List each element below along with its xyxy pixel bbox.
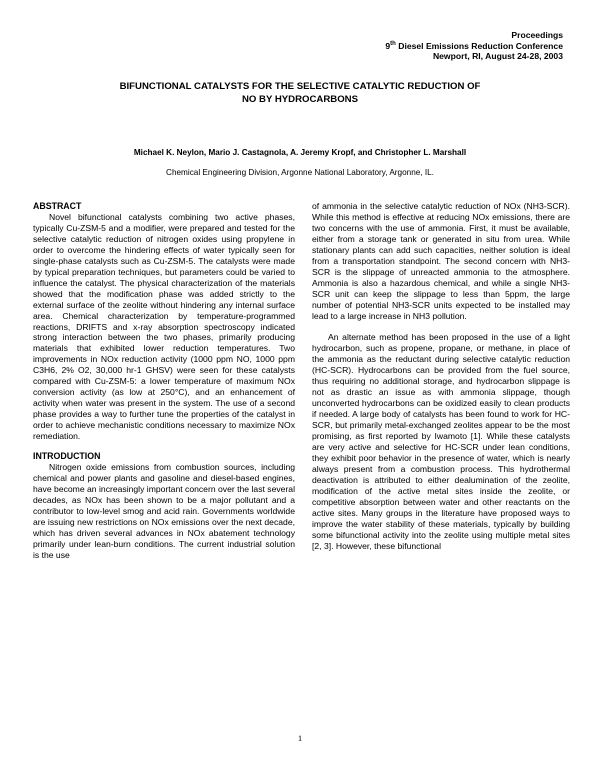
page-number: 1 xyxy=(297,733,303,743)
left-column xyxy=(33,201,295,561)
introduction-paragraph-1-continued: of ammonia in the selective catalytic reduction of NOx (NH3-SCR). While this method is effective at reducing NOx emissions, there are two concerns with the use of ammonia. First, it must be available, either from a storage tank or generated in situ from urea. While stationary plants can add such capacities, neither solution is ideal from a transportation standpoint. The second concern with NH3-SCR is the slippage of unreacted ammonia to the atmosphere. Ammonia is also a hazardous chemical, and while a single NH3-SCR unit can keep the slippage to less than 5ppm, the large number of potential NH3-SCR units expected to be installed may lead to a large increase in NH3 pollution. xyxy=(312,201,570,321)
conference-name: 9th Diesel Emissions Reduction Conference xyxy=(385,40,563,51)
proceedings-label: Proceedings xyxy=(511,30,563,40)
introduction-paragraph-1: Nitrogen oxide emissions from combustion sources, including chemical and power plants and gasoline and diesel-based engines, have become an increasingly important concern over the last several decades, as NOx has been shown to be a major pollutant and a contributor to low-level smog and acid rain. Governments worldwide are issuing new restrictions on NOx emissions over the next decade, which has driven several advances in NOx abatement technology primarily under lean-burn conditions. The current industrial solution is the use xyxy=(33,462,295,560)
right-column xyxy=(312,201,570,552)
authors: Michael K. Neylon, Mario J. Castagnola, A. Jeremy Kropf, and Christopher L. Marshall xyxy=(133,148,467,157)
conference-location-date: Newport, RI, August 24-28, 2003 xyxy=(432,51,563,62)
proceedings-header xyxy=(385,30,563,62)
affiliation: Chemical Engineering Division, Argonne National Laboratory, Argonne, IL. xyxy=(166,168,434,177)
introduction-paragraph-2: An alternate method has been proposed in the use of a light hydrocarbon, such as propene, propane, or methane, in place of the ammonia as the reductant during selective catalytic reduction (HC-SCR). Hydrocarbons can be provided from the fuel source, thus requiring no additional storage, and hydrocarbon slippage is not as drastic an issue as with ammonia slippage, though unconverted hydrocarbons can be oxidized easily to clean products if needed. A large body of catalysts has been found to work for HC-SCR, but primarily metal-exchanged zeolites appear to be the most promising, as first reported by Iwamoto [1]. While these catalysts are very active and selective for HC-SCR under lean conditions, they exhibit poor behavior in the presence of water, which is nearly always present from a combustion process. This hydrothermal deactivation is attributed to either dealumination of the zeolite, modification of the active metal sites inside the zeolite, or competitive absorption between water and other reactants on the active sites. Many groups in the literature have proposed ways to improve the water stability of these materials, typically by building some bifunctional activity into the zeolite using multiple metal sites [2, 3]. However, these bifunctional xyxy=(312,332,570,551)
paper-title: BIFUNCTIONAL CATALYSTS FOR THE SELECTIVE CATALYTIC REDUCTION OF NO BY HYDROCARBONS xyxy=(119,81,481,105)
abstract-heading: ABSTRACT xyxy=(33,201,82,211)
introduction-heading: INTRODUCTION xyxy=(33,451,101,462)
abstract-text: Novel bifunctional catalysts combining two active phases, typically Cu-ZSM-5 and a modifier, were prepared and tested for the selective catalytic reduction of nitrogen oxides using propylene in order to overcome the hindering effects of water typically seen for single-phase catalysts such as Cu-ZSM-5. The catalysts were made by typical preparation techniques, but parameters could be varied to influence the catalyst. The physical characterization of the materials showed that the modification phase was added strictly to the external surface of the zeolite without hindering any internal surface area. Chemical characterization by temperature-programmed reactions, DRIFTS and x-ray absorption spectroscopy indicated strong interaction between the two phases, primarily producing materials that exhibited lower reduction temperatures. Two improvements in NOx reduction activity (1000 ppm NO, 1000 ppm C3H6, 2% O2, 30,000 hr-1 GHSV) were seen for these catalysts compared with Cu-ZSM-5: a lower temperature of maximum NOx conversion activity (as low at 250°C), and an enhancement of activity when water was present in the system. The use of a second phase provides a way to further tune the properties of the catalyst in order to achieve mechanistic conditions necessary to maximize NOx remediation. xyxy=(33,212,295,442)
